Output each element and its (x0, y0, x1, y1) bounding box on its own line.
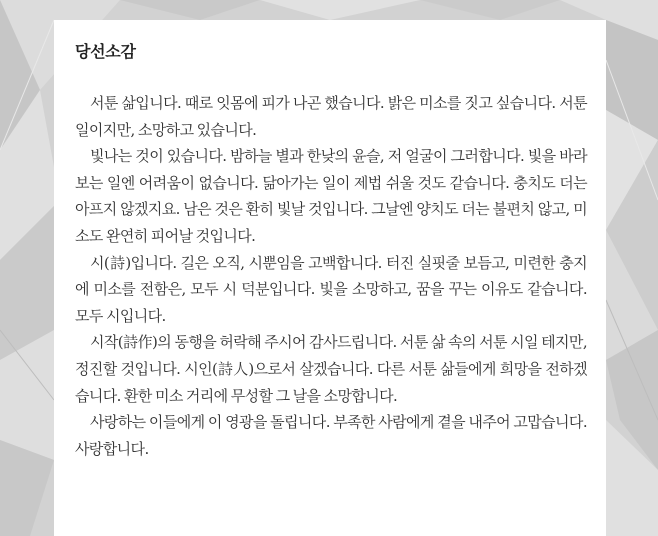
paragraph-5: 사랑하는 이들에게 이 영광을 돌립니다. 부족한 사람에게 곁을 내주어 고맙습니다. 사랑합니다. (75, 413, 587, 458)
paragraph-3: 시(詩)입니다. 길은 오직, 시뿐임을 고백합니다. 터진 실핏줄 보듬고, 미련한 충지에 미소를 전함은, 모두 시 덕분입니다. 빛을 소망하고, 꿈을 꾸는 이유도 같습니다. 모두 시입니다. (75, 253, 587, 325)
paragraph-1: 서툰 삶입니다. 때로 잇몸에 피가 나곤 했습니다. 밝은 미소를 짓고 싶습니다. 서툰 일이지만, 소망하고 있습니다. (75, 94, 587, 139)
article-card (54, 20, 606, 536)
paragraph-4: 시작(詩作)의 동행을 허락해 주시어 감사드립니다. 서툰 삶 속의 서툰 시일 테지만, 정진할 것입니다. 시인(詩人)으로서 살겠습니다. 다른 서툰 삶들에게 희망을 전하겠습니다. 환한 미소 거리에 무성할 그 날을 소망합니다. (75, 333, 587, 405)
paragraph-2: 빛나는 것이 있습니다. 밤하늘 별과 한낮의 윤슬, 저 얼굴이 그러합니다. 빛을 바라보는 일엔 어려움이 없습니다. 닮아가는 일이 제법 쉬울 것도 같습니다. 충치도 더는 아프지 않겠지요. 남은 것은 환히 빛날 것입니다. 그날엔 양치도 더는 불편치 않고, 미소도 완연히 피어날 것입니다. (75, 147, 587, 245)
article-title: 당선소감 (75, 42, 136, 61)
article-body (75, 90, 587, 462)
